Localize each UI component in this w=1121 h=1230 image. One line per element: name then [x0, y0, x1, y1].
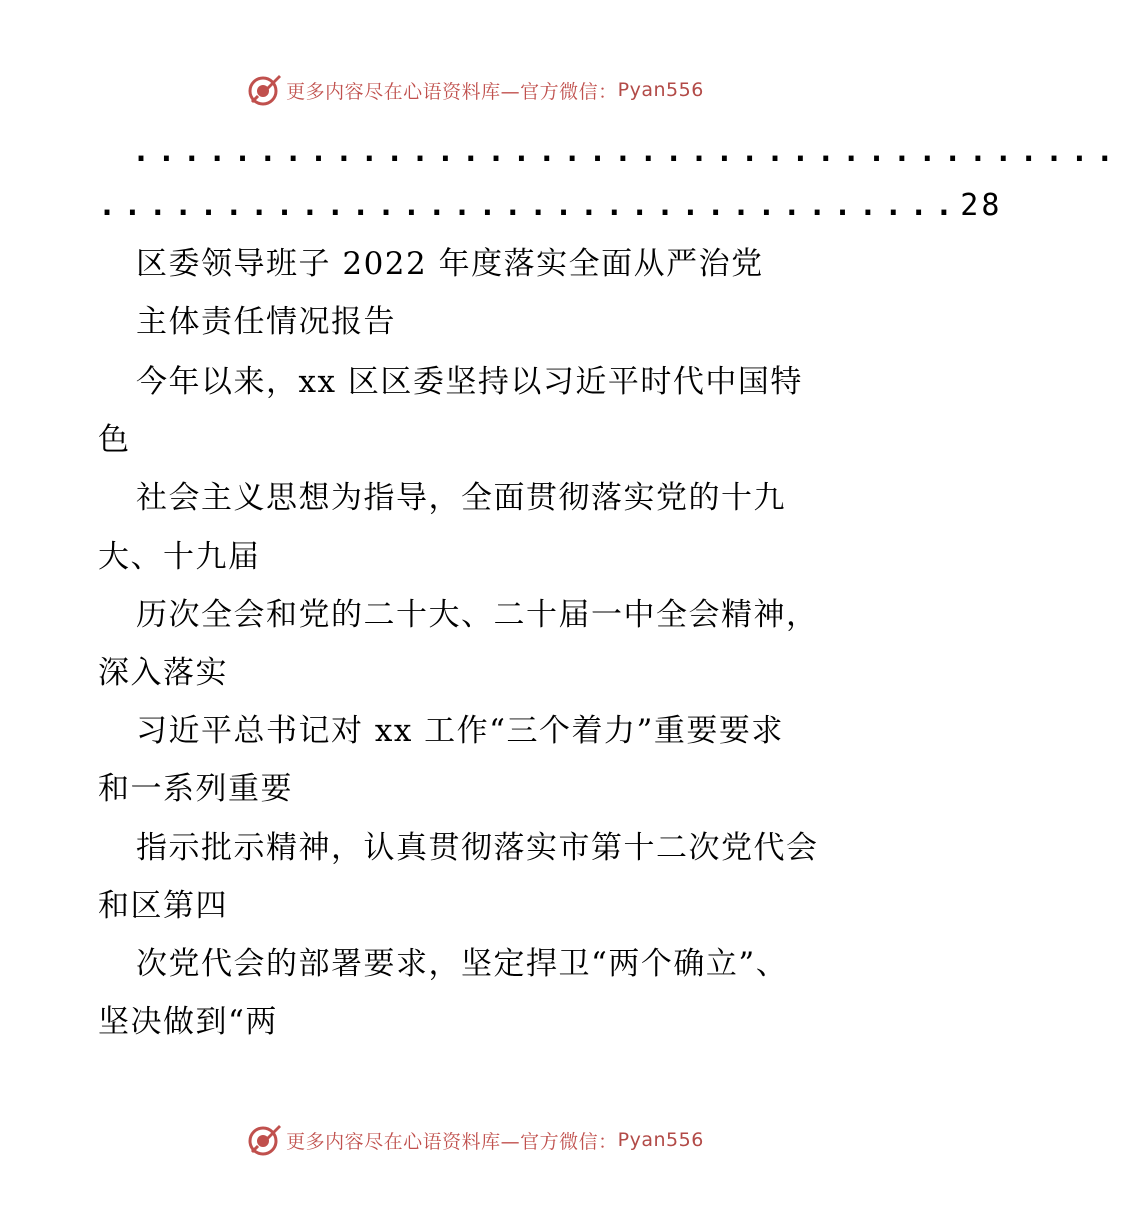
watermark-text: 更多内容尽在心语资料库—官方微信：: [286, 1130, 618, 1153]
pen-logo-icon: [246, 1122, 282, 1158]
document-title-line-2: 主体责任情况报告: [136, 304, 396, 340]
body-line: 大、十九届: [98, 539, 261, 575]
body-line: 色: [98, 422, 131, 458]
footer-watermark: [0, 1120, 950, 1160]
body-line: 深入落实: [98, 655, 228, 691]
body-line: 历次全会和党的二十大、二十届一中全会精神，: [136, 597, 819, 633]
body-line: 次党代会的部署要求，坚定捍卫“两个确立”、: [136, 946, 789, 982]
body-line: 坚决做到“两: [98, 1004, 278, 1040]
toc-dot-leader-2: ..................................: [98, 188, 961, 223]
document-title-line-1: 区委领导班子 2022 年度落实全面从严治党: [136, 246, 764, 282]
watermark-wechat-id: Pyan556: [617, 1129, 704, 1151]
body-line: 指示批示精神，认真贯彻落实市第十二次党代会: [136, 830, 819, 866]
watermark-wechat-id: Pyan556: [617, 79, 704, 101]
header-watermark: [0, 70, 950, 110]
body-line: 和区第四: [98, 888, 228, 924]
toc-page-number: 28: [960, 188, 1003, 223]
toc-dot-leader-1: .......................................: [132, 134, 1121, 169]
toc-entry-end: [98, 186, 1002, 226]
pen-logo-icon: [246, 72, 282, 108]
watermark-text: 更多内容尽在心语资料库—官方微信：: [286, 80, 618, 103]
body-line: 社会主义思想为指导，全面贯彻落实党的十九: [136, 480, 786, 516]
body-line: 和一系列重要: [98, 771, 293, 807]
body-line: 习近平总书记对 xx 工作“三个着力”重要要求: [136, 713, 784, 749]
body-line: 今年以来，xx 区区委坚持以习近平时代中国特: [136, 364, 803, 400]
